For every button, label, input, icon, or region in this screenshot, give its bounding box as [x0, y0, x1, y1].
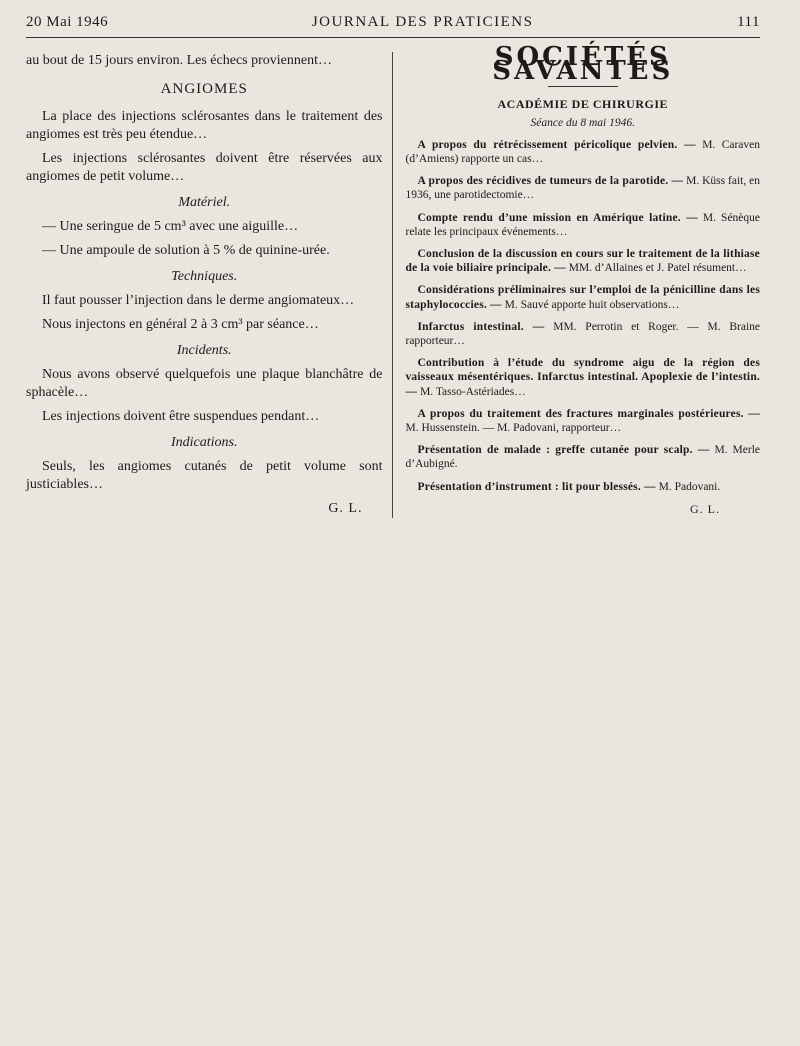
header-date: 20 Mai 1946	[26, 14, 109, 30]
page-header	[26, 14, 760, 31]
paragraph: Nous injectons en général 2 à 3 cm³ par séance…	[42, 317, 319, 332]
paragraph: Seuls, les angiomes cutanés de petit volume sont justiciables…	[26, 459, 383, 492]
intro-paragraph: au bout de 15 jours environ. Les échecs proviennent…	[26, 53, 332, 68]
report-item-body: MM. d’Allaines et J. Patel résument…	[568, 262, 747, 275]
report-item-body: M. Küss fait, en 1936, une parotidectomie…	[405, 175, 760, 202]
report-item-body: M. Tasso-Astériades…	[420, 385, 526, 398]
report-item	[405, 320, 760, 348]
report-item-title: Présentation d’instrument : lit pour blessés. —	[417, 480, 656, 493]
report-item-title: Infarctus intestinal. —	[417, 320, 545, 333]
header-page-number: 111	[737, 14, 760, 30]
report-item	[405, 283, 760, 311]
report-item-title: A propos du rétrécissement péricolique pelvien. —	[417, 138, 696, 151]
paragraph: Il faut pousser l’injection dans le derme angiomateux…	[42, 293, 355, 308]
report-item	[405, 407, 760, 435]
report-item-body: M. Sauvé apporte huit observations…	[504, 298, 680, 311]
paragraph: — Une ampoule de solution à 5 % de quinine-urée.	[42, 243, 330, 258]
report-item	[405, 356, 760, 399]
report-item-body: M. Hussenstein. — M. Padovani, rapporteur…	[405, 422, 622, 435]
subsection-title: Techniques.	[171, 269, 238, 284]
banner-title: SOCIÉTÉS SAVANTES	[492, 42, 674, 87]
report-item-title: A propos du traitement des fractures marginales postérieures. —	[417, 407, 760, 420]
report-item-title: Compte rendu d’une mission en Amérique latine. —	[417, 211, 698, 224]
report-list	[405, 138, 760, 494]
paragraph: Nous avons observé quelquefois une plaque blanchâtre de sphacèle…	[26, 367, 383, 400]
report-item	[405, 138, 760, 166]
right-signature: G. L.	[690, 501, 720, 516]
subsection-title: Incidents.	[176, 343, 232, 358]
header-journal-title: JOURNAL DES PRATICIENS	[311, 14, 534, 30]
right-column	[393, 42, 761, 518]
header-rule	[26, 37, 760, 38]
subsection-title: Matériel.	[178, 195, 231, 210]
report-item-title: Conclusion de la discussion en cours sur le traitement de la lithiase de la voie biliaire principale. —	[405, 248, 760, 275]
academy-title: ACADÉMIE DE CHIRURGIE	[497, 97, 668, 112]
paragraph: La place des injections sclérosantes dans le traitement des angiomes est très peu étendue…	[26, 109, 383, 142]
two-column-body	[26, 42, 761, 518]
report-item-body: M. Padovani.	[658, 480, 721, 493]
report-item-body: M. Caraven (d’Amiens) rapporte un cas…	[405, 138, 761, 166]
session-date: Séance du 8 mai 1946.	[530, 116, 635, 129]
banner-rule	[548, 86, 618, 87]
report-item-title: Considérations préliminaires sur l’emploi de la pénicilline dans les staphylococcies. —	[405, 284, 760, 311]
report-item-body: M. Sénèque relate les principaux événements…	[405, 211, 761, 238]
report-item	[405, 174, 760, 202]
report-item-body: M. Merle d’Aubigné.	[405, 444, 760, 471]
report-item	[405, 211, 760, 239]
report-item-title: Contribution à l’étude du syndrome aigu de la région des vaisseaux mésentériques. Infarctus intestinal. Apoplexie de l’intestin. —	[405, 357, 760, 398]
left-column	[26, 52, 392, 518]
paragraph: Les injections sclérosantes doivent être réservées aux angiomes de petit volume…	[26, 151, 383, 184]
report-item	[405, 247, 760, 275]
paragraph: Les injections doivent être suspendues pendant…	[42, 409, 320, 424]
subsection-title: Indications.	[170, 435, 238, 450]
section-title-angiomes: ANGIOMES	[160, 81, 248, 97]
left-signature: G. L.	[328, 501, 363, 516]
report-item-body: MM. Perrotin et Roger. — M. Braine rapporteur…	[405, 320, 760, 348]
paragraph: — Une seringue de 5 cm³ avec une aiguille…	[42, 219, 299, 234]
report-item-title: Présentation de malade : greffe cutanée pour scalp. —	[417, 444, 710, 457]
report-item	[405, 480, 760, 494]
report-item	[405, 443, 760, 471]
report-item-title: A propos des récidives de tumeurs de la parotide. —	[417, 175, 684, 188]
